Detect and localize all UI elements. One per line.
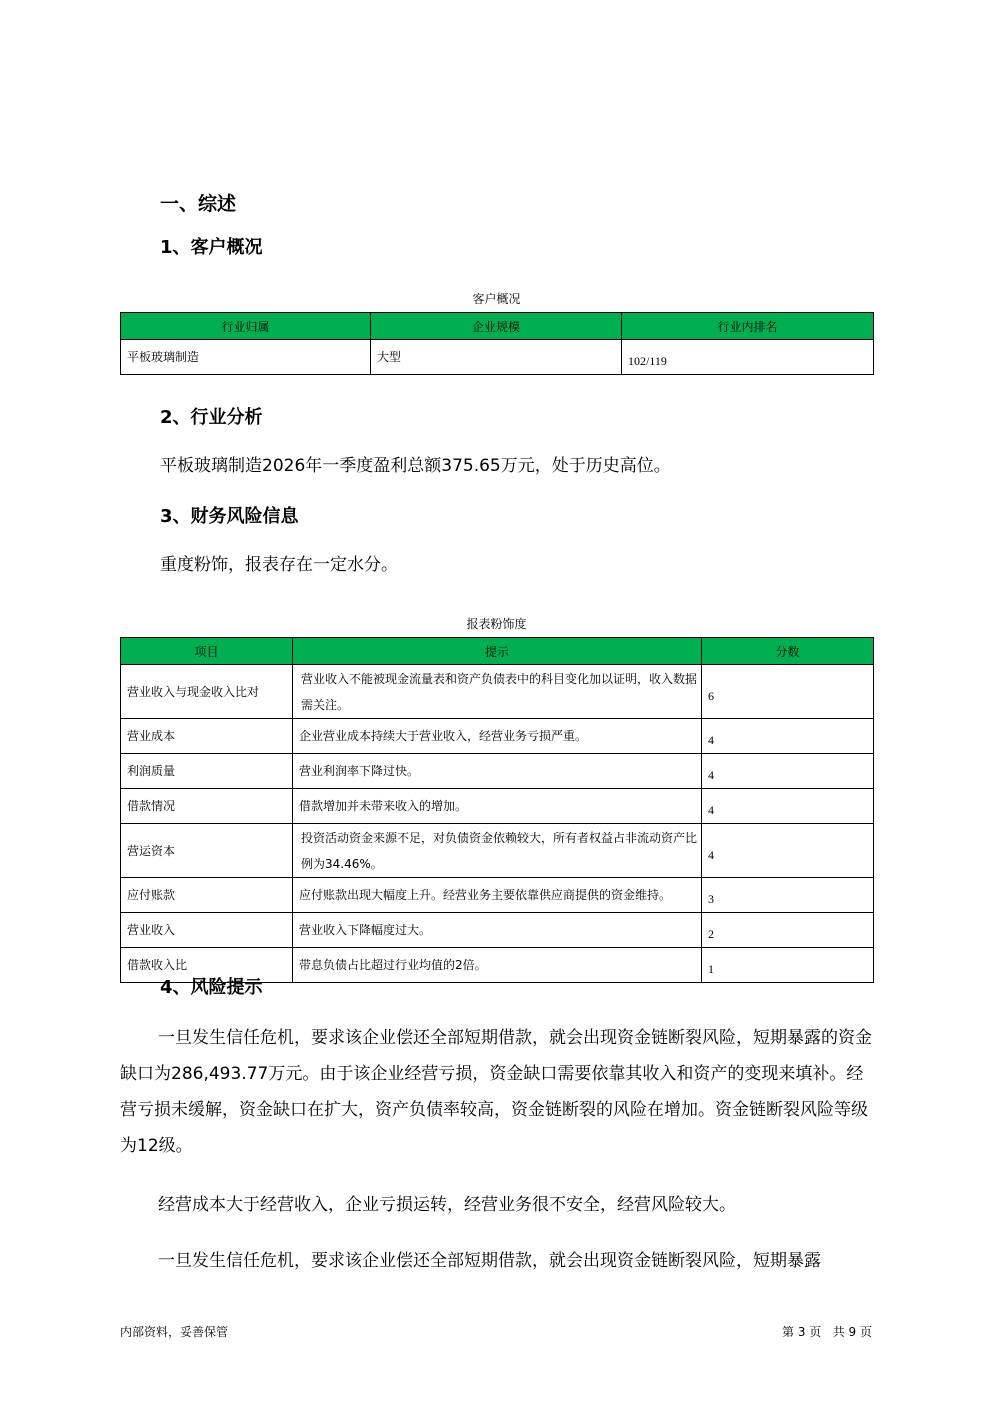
row-item: 营业收入与现金收入比对 [121,665,293,719]
table-row [121,340,874,375]
row-item: 营运资本 [121,824,293,878]
industry-heading: 2、行业分析 [160,407,263,428]
table-row [121,789,874,824]
profile-cell-rank: 102/119 [622,340,874,375]
profile-cell-scale: 大型 [371,340,622,375]
risk-paragraph-3 [120,1243,873,1279]
footer-page-number: 第 3 页 共 9 页 [782,1325,872,1339]
row-tip: 应付账款出现大幅度上升。经营业务主要依靠供应商提供的资金维持。 [293,878,702,913]
risk-paragraph-3-text: 一旦发生信任危机，要求该企业偿还全部短期借款，就会出现资金链断裂风险，短期暴露 [158,1251,821,1271]
profile-header-rank: 行业内排名 [622,313,874,340]
row-tip: 投资活动资金来源不足，对负债资金依赖较大，所有者权益占非流动资产比例为34.46%。 [293,824,702,878]
profile-header-scale: 企业规模 [371,313,622,340]
finance-heading: 3、财务风险信息 [160,506,299,527]
row-tip: 营业收入不能被现金流量表和资产负债表中的科目变化加以证明，收入数据需关注。 [293,665,702,719]
profile-cell-industry: 平板玻璃制造 [121,340,371,375]
row-item: 营业收入 [121,913,293,948]
risk-paragraph-1 [120,1020,873,1164]
whitewash-header-tip: 提示 [293,638,702,665]
risk-heading: 4、风险提示 [160,977,263,998]
row-score: 3 [702,878,874,913]
row-score: 4 [702,754,874,789]
table-row [121,824,874,878]
whitewash-header-score: 分数 [702,638,874,665]
row-tip: 带息负债占比超过行业均值的2倍。 [293,948,702,983]
table-row [121,665,874,719]
profile-table-caption: 客户概况 [472,292,521,306]
profile-table [120,312,874,375]
table-row [121,719,874,754]
table-row [121,878,874,913]
table-row [121,913,874,948]
row-item: 利润质量 [121,754,293,789]
row-tip: 借款增加并未带来收入的增加。 [293,789,702,824]
row-score: 4 [702,719,874,754]
row-score: 4 [702,789,874,824]
profile-heading: 1、客户概况 [160,237,263,258]
row-item: 借款收入比 [121,948,293,983]
row-item: 借款情况 [121,789,293,824]
row-item: 营业成本 [121,719,293,754]
footer-confidential: 内部资料，妥善保管 [120,1325,229,1339]
profile-header-industry: 行业归属 [121,313,371,340]
row-item: 应付账款 [121,878,293,913]
row-tip: 企业营业成本持续大于营业收入，经营业务亏损严重。 [293,719,702,754]
industry-text: 平板玻璃制造2026年一季度盈利总额375.65万元，处于历史高位。 [160,456,671,476]
table-row [121,754,874,789]
row-score: 6 [702,665,874,719]
risk-paragraph-2-text: 经营成本大于经营收入，企业亏损运转，经营业务很不安全，经营风险较大。 [158,1195,736,1215]
finance-text: 重度粉饰，报表存在一定水分。 [160,555,398,575]
row-score: 2 [702,913,874,948]
section-title: 一、综述 [160,193,237,215]
row-score: 4 [702,824,874,878]
whitewash-table [120,637,874,983]
row-tip: 营业收入下降幅度过大。 [293,913,702,948]
row-tip: 营业利润率下降过快。 [293,754,702,789]
risk-paragraph-1-text: 一旦发生信任危机，要求该企业偿还全部短期借款，就会出现资金链断裂风险，短期暴露的资金缺口为286,493.77万元。由于该企业经营亏损，资金缺口需要依靠其收入和资产的变现来填补。经营亏损未缓解，资金缺口在扩大，资产负债率较高，资金链断裂的风险在增加。资金链断裂风险等级为12级。 [120,1028,872,1156]
whitewash-header-item: 项目 [121,638,293,665]
row-score: 1 [702,948,874,983]
risk-paragraph-2 [120,1187,873,1223]
whitewash-table-caption: 报表粉饰度 [466,617,527,631]
